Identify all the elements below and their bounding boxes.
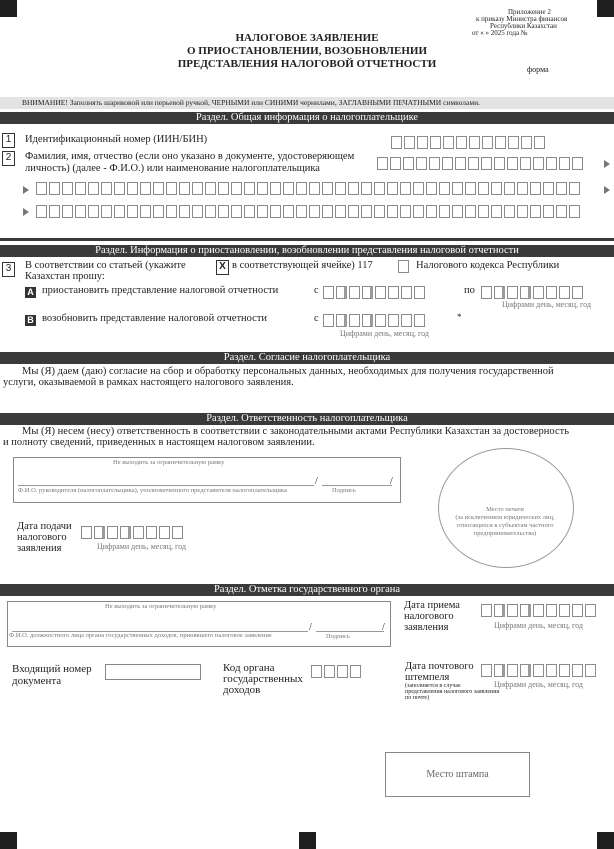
official-sign-label: Подпись	[326, 633, 350, 640]
section3-title: Раздел. Согласие налогоплательщика	[0, 352, 614, 364]
section1-title: Раздел. Общая информация о налогоплательщике	[0, 112, 614, 124]
form-title-line1: НАЛОГОВОЕ ЗАЯВЛЕНИЕ	[235, 32, 379, 44]
continue-arrow-icon	[23, 186, 29, 194]
resume-from-date-input[interactable]	[323, 314, 427, 327]
field2-label-line1: Фамилия, имя, отчество (если оно указано в документе, удостоверяющем	[25, 151, 355, 162]
incoming-number-input[interactable]	[105, 664, 201, 680]
responsibility-text-line1: Мы (Я) несем (несу) ответственность в соответствии с законодательными актами Республики Казахстан за достоверность	[22, 426, 569, 437]
article-117-checkbox[interactable]	[398, 260, 411, 273]
option-a-from-label: с	[314, 285, 319, 296]
seal-line4: предпринимательства)	[473, 530, 537, 537]
consent-text-line1: Мы (Я) даем (даю) согласие на сбор и обработку персональных данных, необходимых для получения государственной	[22, 366, 554, 377]
option-b-letter: B	[25, 315, 36, 326]
authority-code-label-3: доходов	[223, 684, 261, 696]
field3-number: 3	[2, 262, 15, 277]
registration-mark-top-right	[597, 0, 614, 17]
submit-date-input[interactable]	[81, 526, 185, 539]
registration-mark-bottom-left	[0, 832, 17, 849]
appendix-line2: к приказу Министра финансов	[476, 15, 568, 23]
appendix-date: от « » 2025 года №	[472, 29, 528, 37]
option-b-from-label: с	[314, 313, 319, 324]
postal-note-2: представления налогового заявления	[405, 689, 500, 695]
seal-line3: относящихся к субъектам частного	[456, 522, 554, 529]
name-input-row2[interactable]	[36, 182, 582, 195]
option-b-label: возобновить представление налоговой отчетности	[42, 313, 268, 324]
field3-text-c: Налогового кодекса Республики	[416, 260, 560, 271]
registration-mark-bottom-mid	[299, 832, 316, 849]
official-slash: /	[309, 622, 312, 633]
taxpayer-name-line	[18, 485, 314, 486]
from-date-hint: Цифрами день, месяц, год	[340, 329, 429, 338]
taxpayer-sign-line	[322, 485, 392, 486]
section2-top-rule	[0, 238, 614, 241]
form-title-line3: ПРЕДСТАВЛЕНИЯ НАЛОГОВОЙ ОТЧЕТНОСТИ	[177, 58, 437, 70]
submit-date-label-2: налогового	[17, 532, 67, 543]
incoming-number-label-1: Входящий номер	[12, 663, 92, 675]
registration-mark-bottom-right	[597, 832, 614, 849]
responsibility-text-line2: и полноту сведений, приведенных в настоящем налоговом заявлении.	[3, 437, 315, 448]
taxpayer-slash-2: /	[390, 476, 393, 487]
field1-label: Идентификационный номер (ИИН/БИН)	[25, 134, 208, 145]
receipt-date-hint: Цифрами день, месяц, год	[494, 621, 583, 630]
receipt-date-input[interactable]	[481, 604, 598, 617]
taxpayer-sign-label: Подпись	[332, 487, 356, 494]
postal-date-hint: Цифрами день, месяц, год	[494, 680, 583, 689]
field3-text-a: В соответствии со статьей (укажите	[25, 260, 186, 271]
field3-text-b: в соответствующей ячейке) 117	[232, 260, 373, 271]
postal-date-label-1: Дата почтового	[405, 661, 474, 672]
continue-arrow-icon	[604, 160, 610, 168]
receipt-date-label-3: заявления	[404, 622, 449, 633]
postal-date-label-2: штемпеля	[405, 672, 450, 683]
resume-asterisk: *	[457, 312, 462, 322]
incoming-number-label-2: документа	[12, 675, 62, 687]
appendix-line3: Республики Казахстан	[490, 22, 557, 30]
authority-code-input[interactable]	[311, 665, 363, 678]
submit-date-hint: Цифрами день, месяц, год	[97, 542, 186, 551]
section4-title: Раздел. Ответственность налогоплательщика	[0, 413, 614, 425]
taxpayer-sig-hint: Не выходить за ограничительную рамку	[113, 459, 225, 466]
field1-number: 1	[2, 133, 15, 148]
taxpayer-sig-caption: Ф.И.О. руководителя (налогоплательщика), уполномоченного представителя налогоплательщика	[18, 487, 287, 494]
registration-mark-top-left	[0, 0, 17, 17]
iin-bin-input[interactable]	[391, 136, 547, 149]
taxpayer-slash: /	[315, 476, 318, 487]
suspend-from-date-input[interactable]	[323, 286, 427, 299]
form-title-line2: О ПРИОСТАНОВЛЕНИИ, ВОЗОБНОВЛЕНИИ	[187, 45, 427, 57]
field3-text-line2: Казахстан прошу:	[25, 271, 105, 282]
official-sig-caption: Ф.И.О. должностного лица органа государственных доходов, принявшего налоговое заявление	[9, 632, 272, 639]
option-a-label: приостановить представление налоговой отчетности	[42, 285, 279, 296]
continue-arrow-icon	[23, 208, 29, 216]
seal-line1: Место печати	[486, 506, 524, 513]
section2-title: Раздел. Информация о приостановлении, возобновлении представления налоговой отчетности	[0, 245, 614, 257]
name-input-row1[interactable]	[377, 157, 585, 170]
section5-title: Раздел. Отметка государственного органа	[0, 584, 614, 596]
field2-number: 2	[2, 151, 15, 166]
receipt-date-label-1: Дата приема	[404, 600, 460, 611]
name-input-row3[interactable]	[36, 205, 582, 218]
continue-arrow-icon	[604, 186, 610, 194]
option-a-letter: A	[25, 287, 36, 298]
x-mark-example: X	[216, 260, 229, 275]
authority-code-label-2: государственных	[223, 673, 303, 685]
official-slash-2: /	[382, 622, 385, 633]
postal-date-input[interactable]	[481, 664, 598, 677]
suspend-to-date-input[interactable]	[481, 286, 585, 299]
warning-text: ВНИМАНИЕ! Заполнять шариковой или перьевой ручкой, ЧЕРНЫМИ или СИНИМИ чернилами, ЗАГЛАВНЫМИ ПЕЧАТНЫМИ символами.	[22, 98, 481, 107]
consent-text-line2: услуги, оказываемой в рамках настоящего налогового заявления.	[3, 377, 294, 388]
authority-code-label-1: Код органа	[223, 662, 275, 674]
appendix-line1: Приложение 2	[508, 8, 551, 16]
stamp-place-label: Место штампа	[426, 769, 489, 780]
seal-line2: (за исключением юридических лиц,	[455, 514, 555, 521]
postal-note-3: по почте)	[405, 695, 430, 701]
field2-label-line2: личность) (далее - Ф.И.О.) или наименование налогоплательщика	[25, 163, 320, 174]
official-sign-line	[316, 631, 384, 632]
option-a-to-label: по	[464, 285, 475, 296]
receipt-date-label-2: налогового	[404, 611, 454, 622]
form-label: форма	[527, 65, 549, 74]
postal-note-1: (заполняется в случае	[405, 683, 461, 689]
to-date-hint: Цифрами день, месяц, год	[502, 300, 591, 309]
submit-date-label-3: заявления	[17, 543, 62, 554]
official-sig-hint: Не выходить за ограничительную рамку	[105, 603, 217, 610]
submit-date-label-1: Дата подачи	[17, 521, 72, 532]
